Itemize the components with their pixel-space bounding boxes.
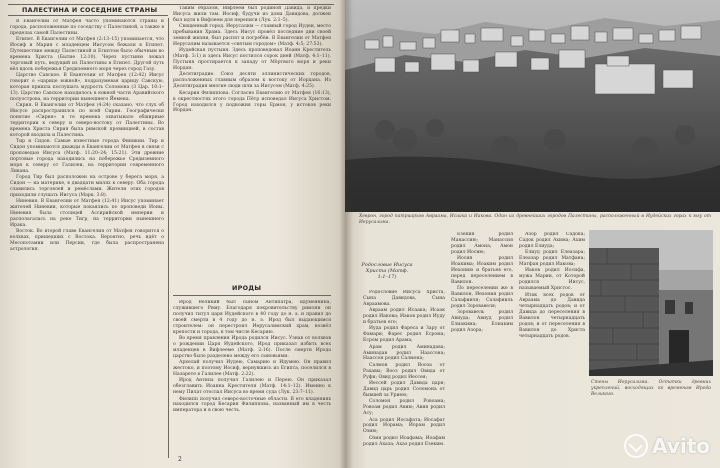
walls-caption: Стены Иерусалима. Остатки древних укреплений, восходящих ко временам Ирода Великого. <box>591 380 711 397</box>
paragraph: Город Тир был расположен на острове у берега моря, а Сидон — на материке, в двадцати милях к северу. Оба города славились торговлей и ремёслами. Жители этих городов приходили слушать Иисуса (Марк. 3:8). <box>10 175 164 198</box>
genealogy-entry: Езекия родил Манассию; Манассия родил Амона; Амон родил Иосию; <box>451 232 513 255</box>
paragraph: Тир и Сидон. Самые известные города Финикии. Тир и Сидон упоминаются дважды в Евангелии от Матфея в связи с проповедью Иисуса (Матф. 11:20–24; 15:21). Эти древние портовые города находились на побережье Средиземного моря к северу от Галилеи, на территории современного Ливана. <box>10 139 164 174</box>
genealogy-column-3 <box>519 232 585 456</box>
genealogy-entry: Родословие Иисуса Христа, Сына Давидова, Сына Авраамова. <box>363 290 445 307</box>
genealogy-entry: Иаков родил Иосифа, мужа Марии, от Которой родился Иисус, называемый Христос. <box>519 268 585 292</box>
genealogy-entry: Елиуд родил Елеазара; Елеазар родил Матфана; Матфан родил Иакова; <box>519 250 585 268</box>
watermark-text: Avito <box>652 434 710 458</box>
walls-photo <box>589 230 713 376</box>
heading-palestine: ПАЛЕСТИНА И СОСЕДНИЕ СТРАНЫ <box>22 6 158 14</box>
genealogy-entry: Авраам родил Исаака; Исаак родил Иакова; Иаков родил Иуду и братьев его; <box>363 308 445 326</box>
paragraph: Египет. В Евангелии от Матфея (2:13–15) упоминается, что Иосиф и Мария с младенцем Иисусом бежали в Египет. Путешествие между Палестиной и Египтом было обычным во времена Христа (Бытие 12:10). Через пустыню лежал торговый путь, ведущий из Палестины в Египет. Другой путь вёл вдоль побережья Средиземного моря через город Газу. <box>10 37 164 72</box>
genealogy-entry: Салмон родил Вооза от Рахавы; Вооз родил Овида от Руфи; Овид родил Иессея; <box>363 362 445 380</box>
walls-photo-image <box>589 230 713 376</box>
genealogy-title: Родословие Иисуса Христа (Матф. 1:1–17) <box>361 262 413 280</box>
heading-underline <box>8 15 168 16</box>
genealogy-entry: Иосия родил Иоакима; Иоаким родил Иехонию и братьев его, перед переселением в Вавилон. <box>451 256 513 285</box>
top-rule <box>8 4 334 5</box>
hebron-photo <box>345 0 720 212</box>
genealogy-entry: Озия родил Иоафама; Иоафам родил Ахаза; Ахаз родил Езекию. <box>363 435 445 447</box>
paragraph: Иудейская пустыня. Здесь проповедовал Иоанн Креститель (Матф. 3:1) и здесь Иисус постился сорок дней (Матф. 4:1–11). Пустыня простирается к западу от Мёртвого моря и реки Иордан. <box>173 48 331 72</box>
genealogy-column-2 <box>451 232 513 456</box>
section-rule <box>173 295 331 296</box>
left-column-2-bottom <box>173 300 331 454</box>
paragraph: Десятиградие. Союз десяти эллинистических городов, расположенных главным образом к востоку от Иордана. Из Десятиградия многие люди шли за Иисусом (Матф. 4:25). <box>173 72 331 90</box>
genealogy-entry: Азор родил Садока; Садок родил Ахима; Ахим родил Елиуда; <box>519 232 585 249</box>
column-divider <box>168 18 169 458</box>
paragraph: Сирия. В Евангелии от Матфея (4:24) сказано, что слух об Иисусе распространился по всей Сирии. Географически понятие «Сирия» в те времена охватывало обширные территории к северу и северо-востоку от Палестины. Во времена Христа Сирия была римской провинцией, в состав которой входила и Палестина. <box>10 103 164 138</box>
genealogy-entry: Соломон родил Ровоама; Ровоам родил Авию; Авия родил Асу; <box>363 399 445 417</box>
paragraph: Кесария Филиппова. Согласно Евангелию от Матфея (16:13), в окрестностях этого города Пётр исповедал Иисуса Христом. Город находился у подножия горы Ермон, у истоков реки Иордан. <box>173 90 331 114</box>
paragraph: Во время правления Ирода родился Иисус. Узнав от волхвов о рождении Царя Иудейского, Ирод приказал избить всех младенцев в Вифлееме (Матф. 2:16). После смерти Ирода царство было разделено между его сыновьями. <box>173 335 331 359</box>
paragraph: В Евангелии от Матфея часто упоминаются страны и города, расположенные по соседству с Палестиной, а также в пределах самой Палестины. <box>10 19 164 36</box>
genealogy-entry: Иессей родил Давида царя; Давид царь родил Соломона от бывшей за Уриею; <box>363 381 445 398</box>
genealogy-entry: Зоровавель родил Авиуда; Авиуд родил Елиакима; Елиаким родил Азора; <box>451 310 513 333</box>
genealogy-column-1 <box>363 290 445 456</box>
paragraph: Царство Савское. В Евангелии от Матфея (12:42) Иисус говорит о «царице южной», подразумевая царицу Савскую, которая пришла послушать мудрость Соломона (3 Цар. 10:1–13). Царство Савское находилось в южной части Аравийского полуострова, на территории нынешнего Йемена. <box>10 73 164 102</box>
genealogy-entry: По переселении же в Вавилон, Иехония родил Салафииля; Салафииль родил Зоровавеля; <box>451 286 513 309</box>
paragraph: Архелай получил Иудею, Самарию и Идумею. Он правил жестоко, и поэтому Иосиф, вернувшись из Египта, поселился в Назарете в Галилее (Матф. 2:22). <box>173 360 331 377</box>
paragraph: Восток. Во второй главе Евангелия от Матфея говорится о волхвах, пришедших с Востока. Вероятно, речь идёт о Месопотамии или Персии, где была распространена астрология. <box>10 229 164 252</box>
genealogy-entry: Иуда родил Фареса и Зару от Фамари; Фарес родил Есрома; Есром родил Арама; <box>363 326 445 344</box>
page-number: 2 <box>178 456 182 463</box>
paragraph: Таким образом, Вифлеем был родиной Давида, и предки Иисуса жили там. Иосиф, будучи из дома Давидова, должен был идти в Вифлеем для переписи (Лук. 2:1–5). <box>173 6 331 23</box>
right-page <box>345 0 720 468</box>
paragraph: Священный город. Иерусалим — главный город Иудеи, место пребывания Храма. Здесь Иисус провёл последние дни своей земной жизни, был распят и погребён. В Евангелии от Матфея Иерусалим называется «святым городом» (Матф. 4:5; 27:53). <box>173 24 331 47</box>
paragraph: Ирод Великий был сыном Антипатра, идумеянина, служившего Риму. Благодаря покровительству римлян он получил титул царя Иудейского в 40 году до н. э. и правил до своей смерти в 4 году до н. э. Ирод был выдающимся строителем: он перестроил Иерусалимский храм, возвёл крепости и города, в том числе Кесарию. <box>173 300 331 335</box>
genealogy-entry: Итак всех родов от Авраама до Давида четырнадцать родов; и от Давида до переселения в Вавилон четырнадцать родов; и от переселения в Вавилон до Христа четырнадцать родов. <box>519 292 585 339</box>
left-page <box>0 0 345 468</box>
paragraph: Филипп получил северо-восточные области. В его владениях находился город Кесария Филиппова, названный им в честь императора и в свою честь. <box>173 396 331 414</box>
left-column-2-top <box>173 6 331 278</box>
hebron-caption: Хеврон, город патриархов Авраама, Исаака и Иакова. Один из древнейших городов Палестины, расположенный в Иудейских горах к югу от Иерусалима. <box>359 214 711 225</box>
hebron-photo-image <box>345 0 720 212</box>
paragraph: Ниневия. В Евангелии от Матфея (12:41) Иисус упоминает жителей Ниневии, которые покаялись по проповеди Ионы. Ниневия была столицей Ассирийской империи и располагалась на реке Тигр, на территории нынешнего Ирака. <box>10 199 164 228</box>
avito-logo-icon <box>624 434 648 458</box>
left-column-1 <box>10 19 164 455</box>
genealogy-entry: Арам родил Аминадава; Аминадав родил Наассона; Наассон родил Салмона; <box>363 344 445 362</box>
paragraph: Ирод Антипа получил Галилею и Перею. Он приказал обезглавить Иоанна Крестителя (Матф. 14:1–12). Именно к нему Пилат отослал Иисуса во время суда (Лук. 23:7–11). <box>173 378 331 396</box>
book-gutter <box>339 0 353 468</box>
avito-watermark <box>624 434 710 458</box>
genealogy-entry: Аса родил Иосафата; Иосафат родил Иорама; Иорам родил Озию; <box>363 417 445 435</box>
heading-herods: ИРОДЫ <box>232 284 262 292</box>
